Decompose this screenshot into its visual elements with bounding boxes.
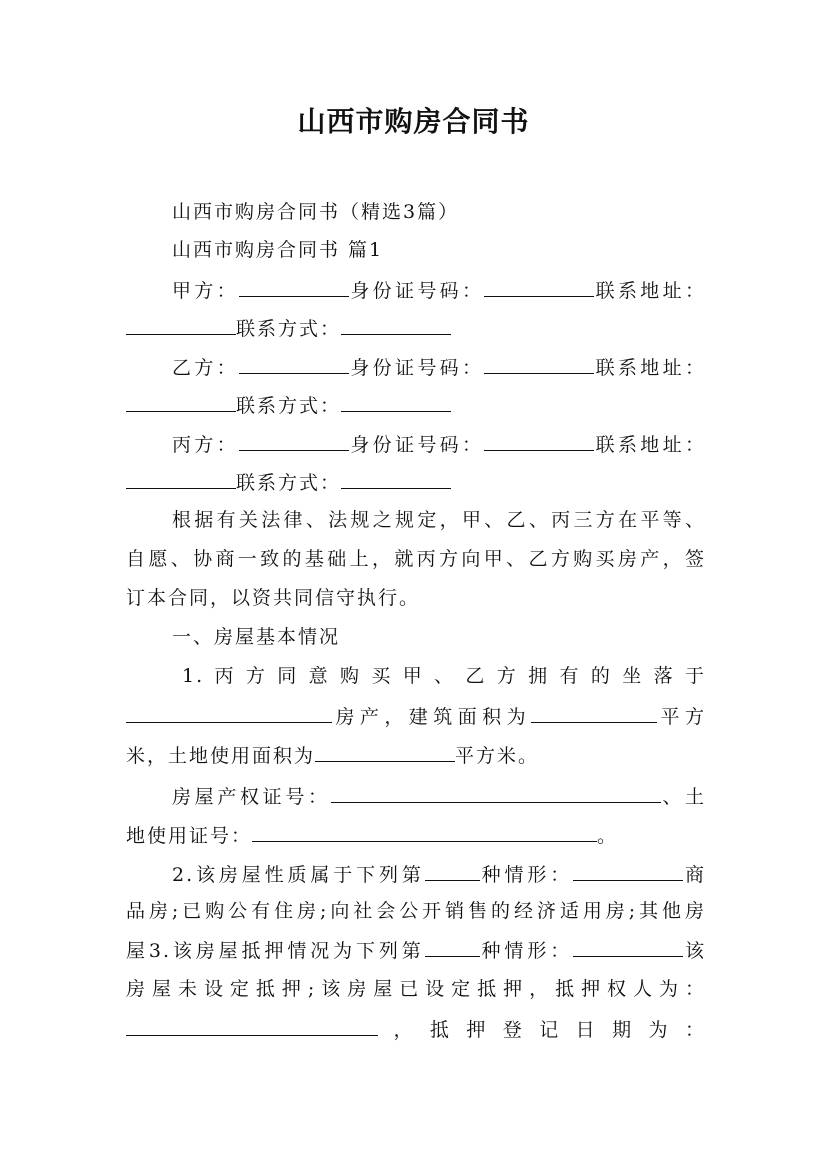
item-2-answer-blank — [573, 860, 683, 881]
intro-line-1: 根据有关法律、法规之规定，甲、乙、丙三方在平等、 — [172, 509, 706, 531]
intro-line-2: 自愿、协商一致的基础上，就丙方向甲、乙方购买房产，签 — [126, 548, 706, 570]
building-area-blank — [531, 702, 657, 723]
mortgagee-blank — [126, 1015, 378, 1036]
item-1-line-2 — [126, 702, 706, 728]
party-b-label: 乙方： — [172, 357, 239, 379]
party-c-address-label: 联系地址： — [594, 434, 706, 456]
item-2-line-1 — [172, 860, 706, 886]
party-a-contact-blank — [341, 314, 451, 335]
party-a-contact-label: 联系方式： — [236, 318, 342, 340]
cert-tail: 、土 — [660, 786, 706, 808]
party-b-line — [172, 353, 706, 379]
party-b-address-blank — [126, 391, 236, 412]
party-a-line-2 — [126, 314, 706, 342]
party-c-line — [172, 430, 706, 456]
item-3-line-2: 房屋未设定抵押;该房屋已设定抵押，抵押权人为： — [126, 978, 706, 1000]
party-a-name-blank — [239, 276, 349, 297]
land-cert-label: 地使用证号： — [126, 825, 253, 847]
sqm-label: 平方 — [657, 706, 706, 728]
party-b-address-label: 联系地址： — [594, 357, 706, 379]
item-1-line-1: 1.丙方同意购买甲、乙方拥有的坐落于 — [182, 665, 706, 687]
item-2-text-c: 商 — [683, 864, 706, 886]
party-b-id-label: 身份证号码： — [349, 357, 485, 379]
item-2-text-b: 种情形： — [479, 864, 574, 886]
party-a-address-blank — [126, 314, 236, 335]
party-b-line-2 — [126, 391, 706, 419]
party-a-id-blank — [484, 276, 594, 297]
subtitle: 山西市购房合同书（精选3篇） — [172, 201, 460, 223]
cert-blank — [331, 782, 661, 803]
land-area-label: 米，土地使用面积为 — [126, 745, 316, 767]
party-b-contact-label: 联系方式： — [236, 395, 342, 417]
party-b-id-blank — [484, 353, 594, 374]
mortgage-date-label: ，抵押登记日期为： — [378, 1019, 706, 1041]
chapter-heading: 山西市购房合同书 篇1 — [172, 239, 384, 261]
party-a-id-label: 身份证号码： — [349, 280, 485, 302]
property-location-blank — [126, 702, 332, 723]
cert-line-1 — [172, 782, 706, 808]
item-2-line-2: 品房;已购公有住房;向社会公开销售的经济适用房;其他房 — [126, 900, 706, 922]
item-3-text-a: 屋3.该房屋抵押情况为下列第 — [126, 940, 425, 962]
party-c-contact-label: 联系方式： — [236, 472, 342, 494]
item-3-choice-blank — [425, 936, 480, 957]
party-a-line — [172, 276, 706, 302]
land-area-blank — [315, 741, 455, 762]
item-3-answer-blank — [573, 936, 683, 957]
party-c-contact-blank — [341, 468, 451, 489]
item-3-line-1 — [126, 936, 706, 962]
party-b-name-blank — [239, 353, 349, 374]
intro-line-3: 订本合同，以资共同信守执行。 — [126, 587, 421, 609]
land-cert-blank — [252, 821, 597, 842]
party-c-address-blank — [126, 468, 236, 489]
party-a-address-label: 联系地址： — [594, 280, 706, 302]
land-cert-end: 。 — [597, 825, 619, 847]
party-b-contact-blank — [341, 391, 451, 412]
land-area-unit: 平方米。 — [455, 745, 540, 767]
document-title: 山西市购房合同书 — [297, 105, 530, 138]
section-heading-1: 一、房屋基本情况 — [172, 626, 341, 648]
party-a-label: 甲方： — [172, 280, 239, 302]
item-2-choice-blank — [425, 860, 480, 881]
party-c-line-2 — [126, 468, 706, 496]
party-c-name-blank — [239, 430, 349, 451]
party-c-label: 丙方： — [172, 434, 239, 456]
item-1-line-3 — [126, 741, 706, 769]
party-c-id-blank — [484, 430, 594, 451]
item-3-text-b: 种情形： — [479, 940, 574, 962]
cert-label: 房屋产权证号： — [172, 786, 331, 808]
property-label: 房产，建筑面积为 — [332, 706, 532, 728]
item-3-text-c: 该 — [683, 940, 706, 962]
item-2-text-a: 2.该房屋性质属于下列第 — [172, 864, 425, 886]
cert-line-2 — [126, 821, 706, 849]
party-c-id-label: 身份证号码： — [349, 434, 485, 456]
item-3-line-3 — [126, 1015, 706, 1041]
